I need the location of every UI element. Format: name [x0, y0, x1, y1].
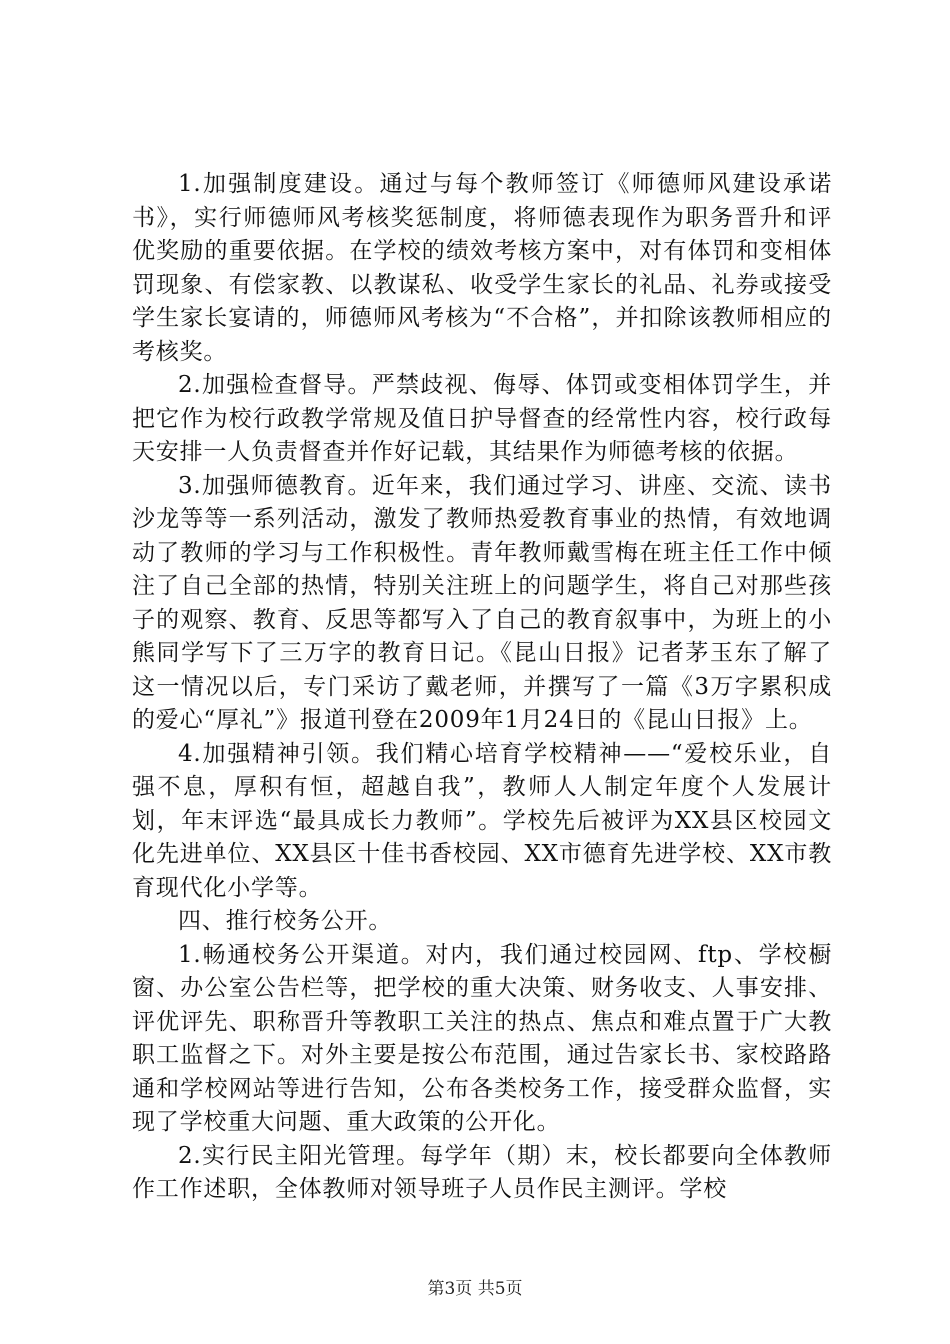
paragraph-3: 3.加强师德教育。近年来，我们通过学习、讲座、交流、读书沙龙等等一系列活动，激发了教师热爱教育事业的热情，有效地调动了教师的学习与工作积极性。青年教师戴雪梅在班主任工作中倾注了自己全部的热情，特别关注班上的问题学生，将自己对那些孩子的观察、教育、反思等都写入了自己的教育叙事中，为班上的小熊同学写下了三万字的教育日记。《昆山日报》记者茅玉东了解了这一情况以后，专门采访了戴老师，并撰写了一篇《3万字累积成的爱心“厚礼”》报道刊登在2009年1月24日的《昆山日报》上。	[132, 472, 832, 733]
page-footer: 第3页 共5页	[427, 1279, 523, 1299]
paragraph-1: 1.加强制度建设。通过与每个教师签订《师德师风建设承诺书》，实行师德师风考核奖惩制度，将师德表现作为职务晋升和评优奖励的重要依据。在学校的绩效考核方案中，对有体罚和变相体罚现象、有偿家教、以教谋私、收受学生家长的礼品、礼券或接受学生家长宴请的，师德师风考核为“不合格”，并扣除该教师相应的考核奖。	[132, 171, 832, 365]
section-heading: 四、推行校务公开。	[178, 908, 393, 934]
paragraph-2: 2.加强检查督导。严禁歧视、侮辱、体罚或变相体罚学生，并把它作为校行政教学常规及值日护导督查的经常性内容，校行政每天安排一人负责督查并作好记载，其结果作为师德考核的依据。	[132, 372, 832, 465]
document-body	[132, 168, 832, 1207]
paragraph-6: 2.实行民主阳光管理。每学年（期）末，校长都要向全体教师作工作述职，全体教师对领导班子人员作民主测评。学校	[132, 1142, 832, 1202]
paragraph-4: 4.加强精神引领。我们精心培育学校精神——“爱校乐业，自强不息，厚积有恒，超越自我”，教师人人制定年度个人发展计划，年末评选“最具成长力教师”。学校先后被评为XX县区校园文化先进单位、XX县区十佳书香校园、XX市德育先进学校、XX市教育现代化小学等。	[132, 740, 832, 901]
paragraph-5: 1.畅通校务公开渠道。对内，我们通过校园网、ftp、学校橱窗、办公室公告栏等，把学校的重大决策、财务收支、人事安排、评优评先、职称晋升等教职工关注的热点、焦点和难点置于广大教职工监督之下。对外主要是按公布范围，通过告家长书、家校路路通和学校网站等进行告知，公布各类校务工作，接受群众监督，实现了学校重大问题、重大政策的公开化。	[132, 941, 832, 1135]
